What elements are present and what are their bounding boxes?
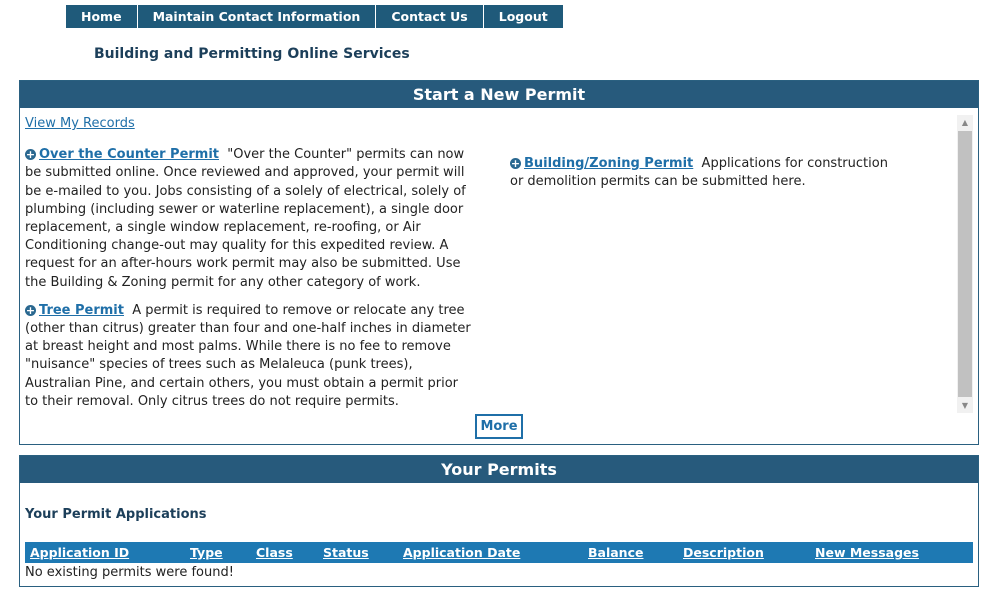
otc-permit-block	[25, 146, 475, 292]
column-balance[interactable]: Balance	[588, 545, 644, 560]
column-class[interactable]: Class	[256, 545, 293, 560]
tree-permit-block	[25, 302, 475, 411]
column-type[interactable]: Type	[190, 545, 223, 560]
nav-contact-us[interactable]: Contact Us	[376, 5, 483, 28]
scroll-thumb[interactable]	[958, 131, 972, 397]
tree-permit-description: A permit is required to remove or relocate any tree (other than citrus) greater than four and one-half inches in diameter at breast height and most palms. While there is no fee to remove "nuisance" species of trees such as Melaleuca (punk trees), Australian Pine, and certain others, you must obtain a permit prior to their removal. Only citrus trees do not require permits.	[25, 302, 471, 409]
scroll-up-arrow-icon[interactable]: ▲	[961, 118, 969, 127]
view-my-records-link[interactable]: View My Records	[25, 116, 135, 131]
plus-circle-icon: +	[25, 303, 36, 317]
top-navigation	[66, 5, 563, 28]
tree-permit-link[interactable]: Tree Permit	[39, 302, 124, 318]
nav-maintain-contact[interactable]: Maintain Contact Information	[138, 5, 377, 28]
scroll-down-arrow-icon[interactable]: ▼	[961, 401, 969, 410]
start-new-permit-panel	[19, 80, 979, 445]
left-column	[25, 115, 475, 421]
column-status[interactable]: Status	[323, 545, 369, 560]
nav-logout[interactable]: Logout	[498, 9, 548, 24]
permits-table-header	[25, 542, 973, 563]
building-zoning-permit-link[interactable]: Building/Zoning Permit	[524, 156, 694, 171]
page-subtitle: Building and Permitting Online Services	[94, 46, 410, 62]
permit-applications-heading: Your Permit Applications	[25, 507, 207, 522]
column-application-id[interactable]: Application ID	[30, 545, 130, 560]
your-permits-panel	[19, 455, 979, 587]
panel-title: Start a New Permit	[20, 81, 978, 108]
panel-title: Your Permits	[20, 456, 978, 483]
more-button[interactable]: More	[475, 414, 523, 439]
building-permit-description: Applications for construction or demolition permits can be submitted here.	[510, 156, 888, 190]
otc-permit-description: "Over the Counter" permits can now be submitted online. Once reviewed and approved, your permit will be e-mailed to you. Jobs consisting of a solely of electrical, solely of plumbing (including sewer or waterline replacement), a single door replacement, a single window replacement, re-roofing, or Air Conditioning change-out may quality for this expedited review. A request for an after-hours work permit may also be submitted. Use the Building & Zoning permit for any other category of work.	[25, 147, 466, 290]
vertical-scrollbar[interactable]	[957, 115, 973, 413]
nav-home[interactable]: Home	[66, 5, 138, 28]
right-column	[510, 155, 900, 201]
column-description[interactable]: Description	[683, 545, 764, 560]
column-new-messages[interactable]: New Messages	[815, 545, 919, 560]
column-application-date[interactable]: Application Date	[403, 545, 521, 560]
otc-permit-link[interactable]: Over the Counter Permit	[39, 147, 220, 163]
building-permit-block	[510, 155, 900, 191]
plus-circle-icon: +	[510, 157, 521, 170]
plus-circle-icon: +	[25, 148, 36, 162]
permit-options-area	[25, 115, 977, 415]
empty-permits-message: No existing permits were found!	[25, 565, 234, 580]
